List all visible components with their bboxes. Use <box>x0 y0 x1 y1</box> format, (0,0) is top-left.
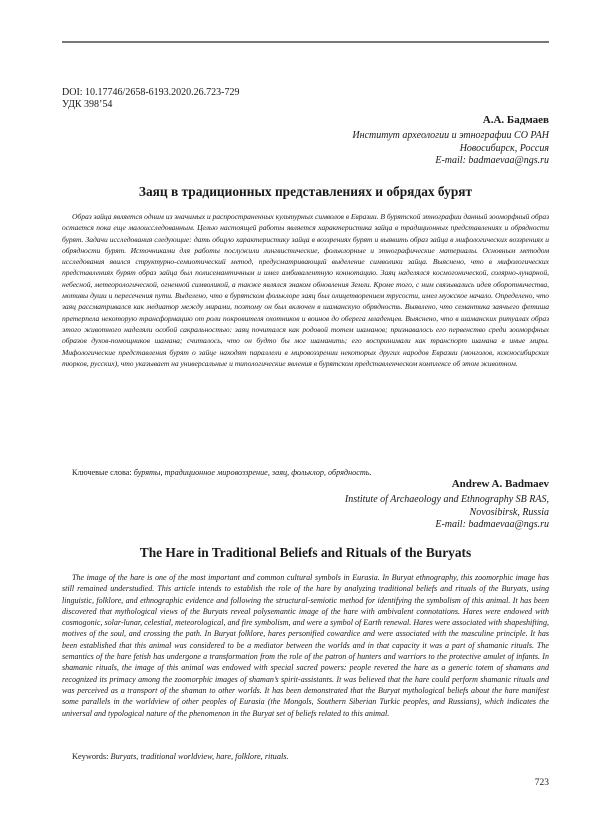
affiliation-line: Институт археологии и этнографии СО РАН <box>352 130 549 141</box>
affiliation-line: E-mail: badmaevaa@ngs.ru <box>435 155 549 166</box>
udc-code: УДК 398’54 <box>62 99 113 110</box>
page-number: 723 <box>534 778 549 788</box>
abstract-ru: Образ зайца является одним из значимых и распространенных культурных символов в Евразии. В бурятской этнографии данный зооморфный образ остается пока еще малоисследованным. Целью настоящей работы является характеристика зайца в традиционных представлениях и обрядности бурят. Задачи исследования следующие: дать общую характеристику зайца в воззрениях бурят и выявить образ зайца в мифологических воззрениях и обрядности бурят. Источниками для работы послужили лингвистические, фольклорные и этнографические материалы. Основным методом исследования явился структурно-семиотический метод, предусматривающий выделение символики зайца. Выяснено, что в мифологических представлениях бурят образ зайца был полисемантичным и имел амбивалентную коннотацию. Заяц наделялся космогонической, солярно-лунарной, небесной, метеорологической, огненной символикой, а также являлся знаком обновления Земли. Кроме того, с ним связывались идея оборотничества, мотивы души и пересечения пути. Выделено, что в бурятском фольклоре заяц был олицетворением трусости, имел мужское начало. Определено, что заяц рассматривался как медиатор между мирами, поэтому он был включен в шаманскую обрядность. Выявлено, что семантика заячьего фетиша претерпела некоторую трансформацию от роли покровителя охотников и воинов до оберега младенцев. Выяснено, что в шаманских ритуалах образ этого животного наделяли особой сакральностью: заяц почитался как родовой тотем шаманов; признавалось его первенство среди зооморфных образов духов-помощников шамана; считалось, что он будто бы мог шаманить; его воспринимали как транспорт шамана в иные миры. Мифологические представления бурят о зайце находят параллели в мировоззрении некоторых других народов Евразии (монголов, южносибирских тюрков, русских), что указывает на универсальные и типологические явления в бурятском представленческом комплексе об этом животном. <box>62 212 549 368</box>
author-block-en <box>345 477 549 532</box>
author-name-en: Andrew A. Badmaev <box>451 478 549 490</box>
keywords-list: Buryats, traditional worldview, hare, folklore, rituals. <box>110 752 289 761</box>
affiliation-line: Новосибирск, Россия <box>459 142 549 154</box>
article-title-en: The Hare in Traditional Beliefs and Rituals of the Buryats <box>139 545 472 560</box>
keywords-list: буряты, традиционное мировоззрение, заяц, фольклор, обрядность. <box>133 468 372 477</box>
affiliation-line: Novosibirsk, Russia <box>469 506 549 518</box>
header-rule <box>62 41 549 43</box>
citation-info <box>62 87 240 111</box>
article-title-ru: Заяц в традиционных представлениях и обрядах бурят <box>138 184 473 199</box>
doi: DOI: 10.17746/2658-6193.2020.26.723-729 <box>62 87 240 98</box>
abstract-en: The image of the hare is one of the most important and common cultural symbols in Eurasia. In Buryat ethnography, this zoomorphic image has still remained understudied. This article intends to establish the role of the hare by analyzing traditional beliefs and rituals of the Buryats, using linguistic, folklore, and ethnographic evidence and following the structural-semiotic method for identifying the symbolism of this animal. It has been discovered that mythological views of the Buryats reveal polysemantic image of the hare with ambivalent connotations. Hares were endowed with cosmogonic, solar-lunar, celestial, meteorological, and fire symbolism, and were a symbol of Earth renewal. Hares were associated with shapeshifting, motives of the soul, and crossing the path. In Buryat folklore, hares personified cowardice and were associated with the masculine principle. It has been established that this animal was considered to be a mediator between the worlds and in that capacity it was a part of shamanic rituals. The semantics of the hare fetish has undergone a transformation from the role of the patron of hunters and warriors to the protective amulet of infants. In shamanic rituals, the image of this animal was endowed with special sacred powers: people revered the hare as a generic totem of shamans and recognized its primacy among the zoomorphic images of shaman’s spirit-assistants. It was believed that the hare could perform shamanic rituals and was perceived as a transport of the shaman to other worlds. It has been demonstrated that the Buryat mythological beliefs about the hare manifest some parallels in the worldview of other peoples of Eurasia (the Mongols, Southern Siberian Turkic peoples, and Russians), which indicates the universal and typological nature of the phenomenon in the Buryat set of beliefs related to this animal. <box>62 573 549 718</box>
keywords-label: Ключевые слова: <box>72 468 132 477</box>
affiliation-line: E-mail: badmaevaa@ngs.ru <box>435 519 549 530</box>
author-name-ru: А.А. Бадмаев <box>482 114 549 126</box>
keywords-en <box>62 751 549 762</box>
keywords-label: Keywords: <box>72 752 109 761</box>
author-block-ru <box>352 113 549 168</box>
affiliation-line: Institute of Archaeology and Ethnography SB RAS, <box>344 494 549 505</box>
